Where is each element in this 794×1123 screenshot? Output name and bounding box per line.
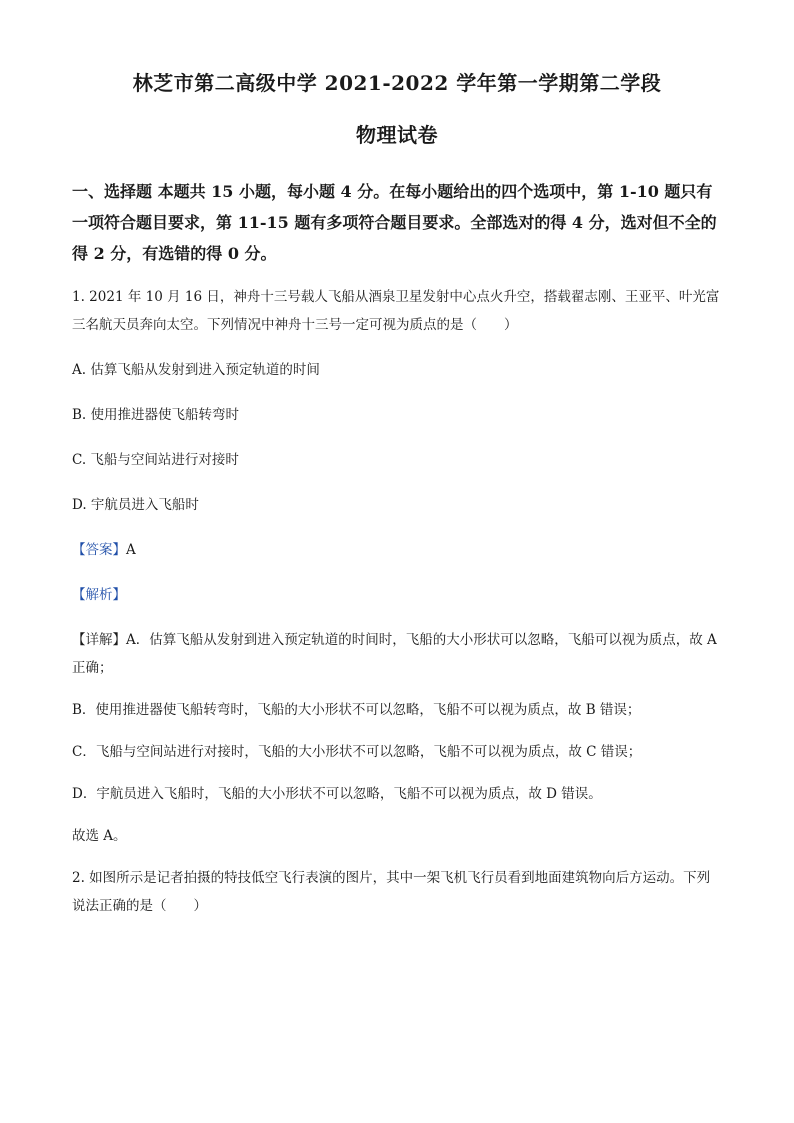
conclusion [72,822,722,850]
exam-page [72,60,722,920]
question-2-stem: 2. 如图所示是记者拍摄的特技低空飞行表演的图片，其中一架飞机飞行员看到地面建筑物向后方运动。下列说法正确的是（ ） [72,870,711,914]
detail-d: D．宇航员进入飞船时，飞船的大小形状不可以忽略，飞船不可以视为质点，故 D 错误。 [72,786,602,802]
question-1-option-a: A. 估算飞船从发射到进入预定轨道的时间 [72,362,320,378]
detail-tag: 【详解】 [72,632,126,648]
answer-line [72,536,722,564]
question-1 [72,283,722,850]
exam-subject-title: 物理试卷 [356,123,438,147]
detail-b: B．使用推进器使飞船转弯时，飞船的大小形状不可以忽略，飞船不可以视为质点，故 B 错误； [72,702,641,718]
analysis-tag: 【解析】 [72,587,126,603]
detail-a-text: A．估算飞船从发射到进入预定轨道的时间时，飞船的大小形状可以忽略，飞船可以视为质点，故 A 正确； [72,632,717,676]
question-1-stem: 1. 2021 年 10 月 16 日，神舟十三号载人飞船从酒泉卫星发射中心点火升空，搭载翟志刚、王亚平、叶光富三名航天员奔向太空。下列情况中神舟十三号一定可视为质点的是（ ） [72,289,720,333]
question-1-option-b: B. 使用推进器使飞船转弯时 [72,407,240,423]
section-instructions: 一、选择题 本题共 15 小题，每小题 4 分。在每小题给出的四个选项中，第 1-10 题只有一项符合题目要求，第 11-15 题有多项符合题目要求。全部选对的得 4 分，选对但不全的得 2 分，有选错的得 0 分。 [72,182,717,263]
detail-a [72,626,722,682]
exam-title: 林芝市第二高级中学 2021-2022 学年第一学期第二学段 [132,71,662,95]
detail-c: C．飞船与空间站进行对接时，飞船的大小形状不可以忽略，飞船不可以视为质点，故 C 错误； [72,744,642,760]
question-1-option-c: C. 飞船与空间站进行对接时 [72,452,239,468]
analysis-line [72,581,722,609]
question-2 [72,864,722,920]
question-1-option-d: D. 宇航员进入飞船时 [72,497,199,513]
conclusion-text: 故选 A [72,828,114,844]
conclusion-dot: 。 [113,828,127,844]
answer-tag: 【答案】 [72,542,126,558]
answer-value: A [126,542,136,558]
